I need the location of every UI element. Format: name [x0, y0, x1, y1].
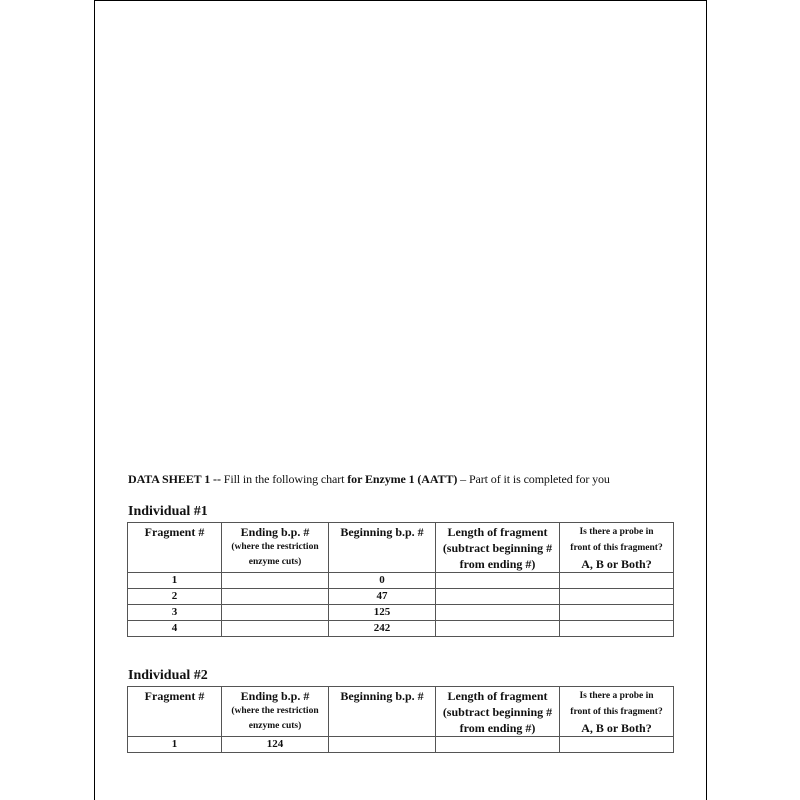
col-ending-header [222, 523, 329, 573]
col-beginning-header [329, 523, 436, 573]
data-sheet-instructions [128, 472, 610, 487]
length-cell[interactable] [436, 605, 560, 621]
ending-cell[interactable] [222, 573, 329, 589]
data-sheet-label: DATA SHEET 1 -- [128, 472, 221, 486]
individual-1-title: Individual #1 [128, 504, 208, 519]
beginning-cell: 0 [329, 573, 436, 589]
col-length-header [436, 687, 560, 737]
individual-1-table [127, 522, 674, 637]
col-ending-header [222, 687, 329, 737]
table-row [128, 621, 674, 637]
col-probe-header [560, 687, 674, 737]
table-row [128, 737, 674, 753]
ending-header-label: Ending b.p. # [240, 525, 310, 539]
length-header-line1: Length of fragment [447, 689, 548, 703]
table-row [128, 589, 674, 605]
beginning-cell: 47 [329, 589, 436, 605]
fragment-cell: 1 [128, 737, 222, 753]
length-cell[interactable] [436, 621, 560, 637]
beginning-header-label: Beginning b.p. # [340, 689, 424, 703]
table-header-row [128, 523, 674, 573]
probe-header-line2: front of this fragment? [570, 543, 663, 553]
length-header-line2: (subtract beginning # [442, 541, 553, 555]
individual-2-table [127, 686, 674, 753]
table-header-row [128, 687, 674, 737]
length-header-line2: (subtract beginning # [442, 705, 553, 719]
length-cell[interactable] [436, 589, 560, 605]
probe-cell[interactable] [560, 737, 674, 753]
length-cell[interactable] [436, 737, 560, 753]
ending-cell: 124 [222, 737, 329, 753]
probe-cell[interactable] [560, 589, 674, 605]
ending-header-sub2: enzyme cuts) [248, 557, 302, 567]
fragment-header-label: Fragment # [144, 689, 205, 703]
ending-header-sub2: enzyme cuts) [248, 721, 302, 731]
length-header-line1: Length of fragment [447, 525, 548, 539]
instructions-tail: – Part of it is completed for you [457, 472, 610, 486]
probe-header-line3: A, B or Both? [581, 721, 652, 735]
probe-header-line1: Is there a probe in [579, 527, 654, 537]
beginning-header-label: Beginning b.p. # [340, 525, 424, 539]
beginning-cell: 125 [329, 605, 436, 621]
fragment-cell: 3 [128, 605, 222, 621]
beginning-cell[interactable] [329, 737, 436, 753]
length-header-line3: from ending #) [459, 721, 536, 735]
length-cell[interactable] [436, 573, 560, 589]
col-fragment-header [128, 523, 222, 573]
probe-header-line3: A, B or Both? [581, 557, 652, 571]
col-probe-header [560, 523, 674, 573]
beginning-cell: 242 [329, 621, 436, 637]
ending-header-label: Ending b.p. # [240, 689, 310, 703]
probe-header-line2: front of this fragment? [570, 707, 663, 717]
probe-cell[interactable] [560, 605, 674, 621]
probe-header-line1: Is there a probe in [579, 691, 654, 701]
col-beginning-header [329, 687, 436, 737]
col-length-header [436, 523, 560, 573]
col-fragment-header [128, 687, 222, 737]
ending-header-sub1: (where the restriction [231, 706, 319, 716]
probe-cell[interactable] [560, 621, 674, 637]
fragment-header-label: Fragment # [144, 525, 205, 539]
fragment-cell: 4 [128, 621, 222, 637]
ending-header-sub1: (where the restriction [231, 542, 319, 552]
table-row [128, 573, 674, 589]
fragment-cell: 1 [128, 573, 222, 589]
instructions-text: Fill in the following chart [220, 472, 348, 486]
individual-2-title: Individual #2 [128, 668, 208, 683]
ending-cell[interactable] [222, 589, 329, 605]
table-row [128, 605, 674, 621]
fragment-cell: 2 [128, 589, 222, 605]
length-header-line3: from ending #) [459, 557, 536, 571]
enzyme-label: for Enzyme 1 (AATT) [347, 472, 458, 486]
probe-cell[interactable] [560, 573, 674, 589]
ending-cell[interactable] [222, 605, 329, 621]
ending-cell[interactable] [222, 621, 329, 637]
